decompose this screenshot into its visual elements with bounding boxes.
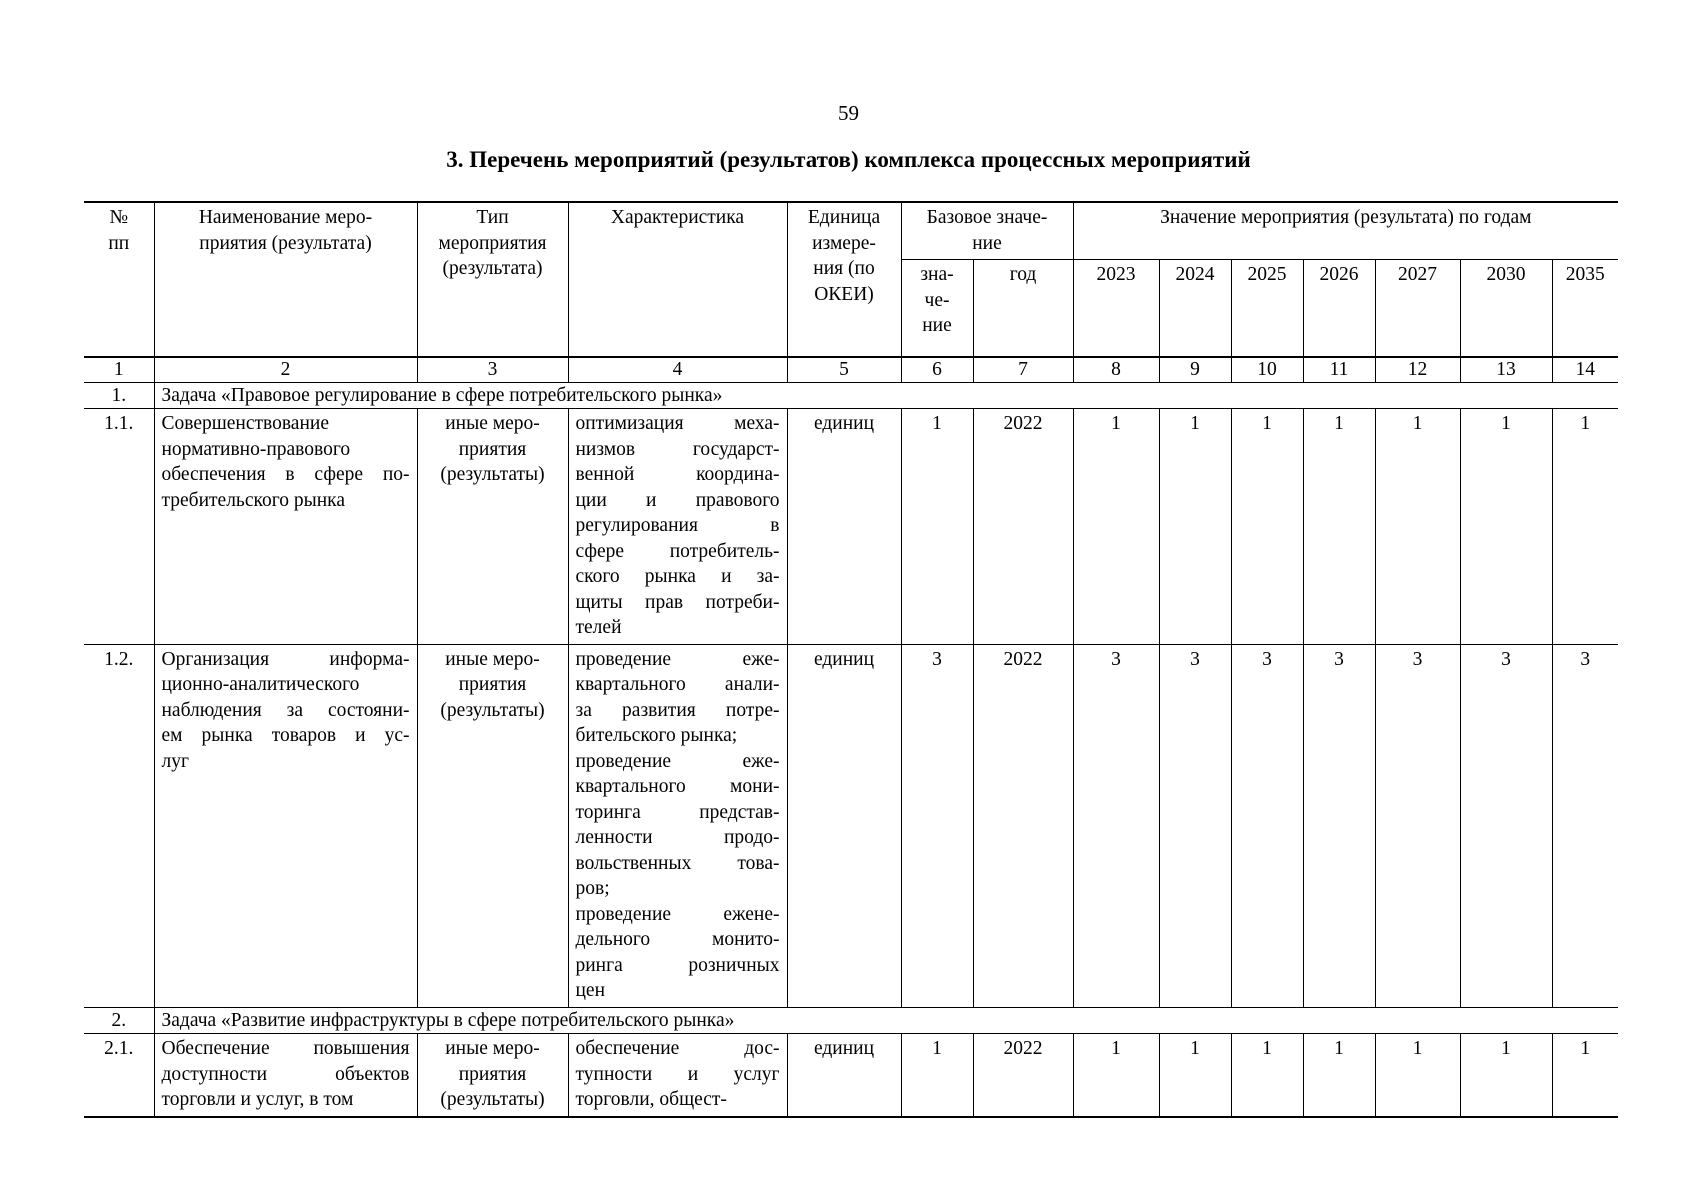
page-number: 59 [838,101,859,125]
table-row [84,644,1618,1007]
header-year: 2024 [1159,260,1231,357]
characteristic-line: дельного монито- [575,929,780,950]
base-value: 1 [901,1034,973,1117]
header-base-value: зна- че- ние [901,260,973,357]
year-value: 1 [1073,1034,1159,1117]
measure-name-line: доступности объектов [161,1063,410,1085]
measure-name-line: Совершенствование [161,413,329,434]
measure-name-line: наблюдения за состояни- [161,699,410,721]
column-number: 7 [973,357,1073,383]
measure-type-line: (результаты) [440,699,545,721]
base-value: 3 [901,644,973,1007]
column-number: 8 [1073,357,1159,383]
characteristic-line: ского рынка и за- [575,566,780,587]
header-year: 2027 [1375,260,1460,357]
characteristic-line: проведение еже- [575,648,780,670]
column-number: 5 [787,357,901,383]
unit: единиц [787,1034,901,1117]
header-year: 2035 [1552,260,1618,357]
column-number: 13 [1460,357,1552,383]
measure-type-line: приятия [458,674,527,695]
characteristic-line: сфере потребитель- [575,540,780,562]
measure-type-line: (результаты) [440,464,545,485]
measure-type-line: иные меро- [445,1038,540,1059]
measure-characteristic [568,644,787,1007]
column-number: 14 [1552,357,1618,383]
year-value: 1 [1460,409,1552,645]
header-characteristic: Характеристика [568,202,787,357]
base-year: 2022 [973,1034,1073,1117]
measure-name [154,409,417,645]
measure-name-line: нормативно-правового [161,438,351,460]
year-value: 3 [1159,644,1231,1007]
characteristic-line: цен [575,980,606,1001]
characteristic-line: вольственных това- [575,852,780,874]
characteristic-line: ции и правового [575,489,780,511]
year-value: 3 [1231,644,1303,1007]
characteristic-line: щиты прав потреби- [575,591,780,613]
row-number: 1.1. [84,409,154,645]
base-year: 2022 [973,409,1073,645]
task-title: Задача «Развитие инфраструктуры в сфере потребительского рынка» [154,1007,1618,1034]
header-base: Базовое значе- ние [901,202,1073,260]
characteristic-line: оптимизация меха- [575,413,780,434]
year-value: 1 [1303,1034,1375,1117]
year-value: 1 [1159,409,1231,645]
characteristic-line: регулирования в [575,515,780,536]
table-row [84,409,1618,645]
measure-name-line: требительского рынка [161,489,345,511]
measure-name-line: ционно-аналитического [161,674,360,695]
measure-name [154,1034,417,1117]
year-value: 1 [1231,1034,1303,1117]
row-number: 1.2. [84,644,154,1007]
task-row [84,382,1618,409]
table-header-row [84,202,1618,260]
measure-characteristic [568,409,787,645]
column-number-row [84,357,1618,383]
characteristic-line: за развития потре- [575,699,780,721]
year-value: 1 [1552,409,1618,645]
column-number: 1 [84,357,154,383]
year-value: 1 [1375,409,1460,645]
measure-type-line: иные меро- [445,648,540,670]
year-value: 1 [1460,1034,1552,1117]
measure-type-line: приятия [458,1063,527,1085]
year-value: 3 [1460,644,1552,1007]
measure-characteristic [568,1034,787,1117]
task-title: Задача «Правовое регулирование в сфере потребительского рынка» [154,382,1618,409]
base-year: 2022 [973,644,1073,1007]
measure-type [417,409,568,645]
column-number: 10 [1231,357,1303,383]
characteristic-line: ленности продо- [575,827,780,848]
column-number: 4 [568,357,787,383]
measure-name-line: торговли и услуг, в том [161,1089,354,1110]
characteristic-line: торговли, общест- [575,1089,727,1110]
year-value: 3 [1073,644,1159,1007]
table-row [84,1034,1618,1117]
year-value: 1 [1073,409,1159,645]
characteristic-line: проведение еже- [575,750,780,772]
year-value: 1 [1159,1034,1231,1117]
column-number: 3 [417,357,568,383]
column-number: 9 [1159,357,1231,383]
unit: единиц [787,644,901,1007]
characteristic-line: ров; [575,878,610,899]
unit: единиц [787,409,901,645]
column-number: 11 [1303,357,1375,383]
measure-name-line: Организация информа- [161,648,410,670]
base-value: 1 [901,409,973,645]
year-value: 1 [1552,1034,1618,1117]
characteristic-line: обеспечение дос- [575,1038,780,1059]
row-number: 1. [84,382,154,409]
measure-name-line: луг [161,750,189,772]
header-name: Наименование меро- приятия (результата) [154,202,417,357]
year-value: 3 [1552,644,1618,1007]
column-number: 12 [1375,357,1460,383]
row-number: 2.1. [84,1034,154,1117]
characteristic-line: торинга представ- [575,801,780,823]
measure-name-line: Обеспечение повышения [161,1038,410,1059]
measure-type [417,1034,568,1117]
row-number: 2. [84,1007,154,1034]
measure-type-line: (результаты) [440,1089,545,1110]
column-number: 6 [901,357,973,383]
measure-name-line: обеспечения в сфере по- [161,464,410,485]
header-year: 2030 [1460,260,1552,357]
characteristic-line: бительского рынка; [575,725,738,746]
page-title: 3. Перечень мероприятий (результатов) комплекса процессных мероприятий [446,147,1251,172]
characteristic-line: ринга розничных [575,954,780,976]
header-year: 2023 [1073,260,1159,357]
characteristic-line: низмов государст- [575,438,780,460]
measure-name-line: ем рынка товаров и ус- [161,725,410,746]
header-year: 2025 [1231,260,1303,357]
characteristic-line: квартального анали- [575,674,780,695]
header-values-by-year: Значение мероприятия (результата) по годам [1073,202,1618,260]
header-num: № пп [84,202,154,357]
year-value: 1 [1303,409,1375,645]
header-year: 2026 [1303,260,1375,357]
characteristic-line: тупности и услуг [575,1063,780,1085]
measure-type-line: иные меро- [445,413,540,434]
characteristic-line: проведение ежене- [575,903,780,925]
task-row [84,1007,1618,1034]
year-value: 3 [1375,644,1460,1007]
year-value: 1 [1231,409,1303,645]
header-unit: Единица измере- ния (по ОКЕИ) [787,202,901,357]
measure-type [417,644,568,1007]
year-value: 1 [1375,1034,1460,1117]
measures-table [84,201,1618,1118]
characteristic-line: венной координа- [575,464,780,485]
characteristic-line: квартального мони- [575,776,780,797]
year-value: 3 [1303,644,1375,1007]
measure-type-line: приятия [458,438,527,460]
column-number: 2 [154,357,417,383]
measure-name [154,644,417,1007]
header-type: Тип мероприятия (результата) [417,202,568,357]
characteristic-line: телей [575,617,622,638]
header-base-year: год [973,260,1073,357]
